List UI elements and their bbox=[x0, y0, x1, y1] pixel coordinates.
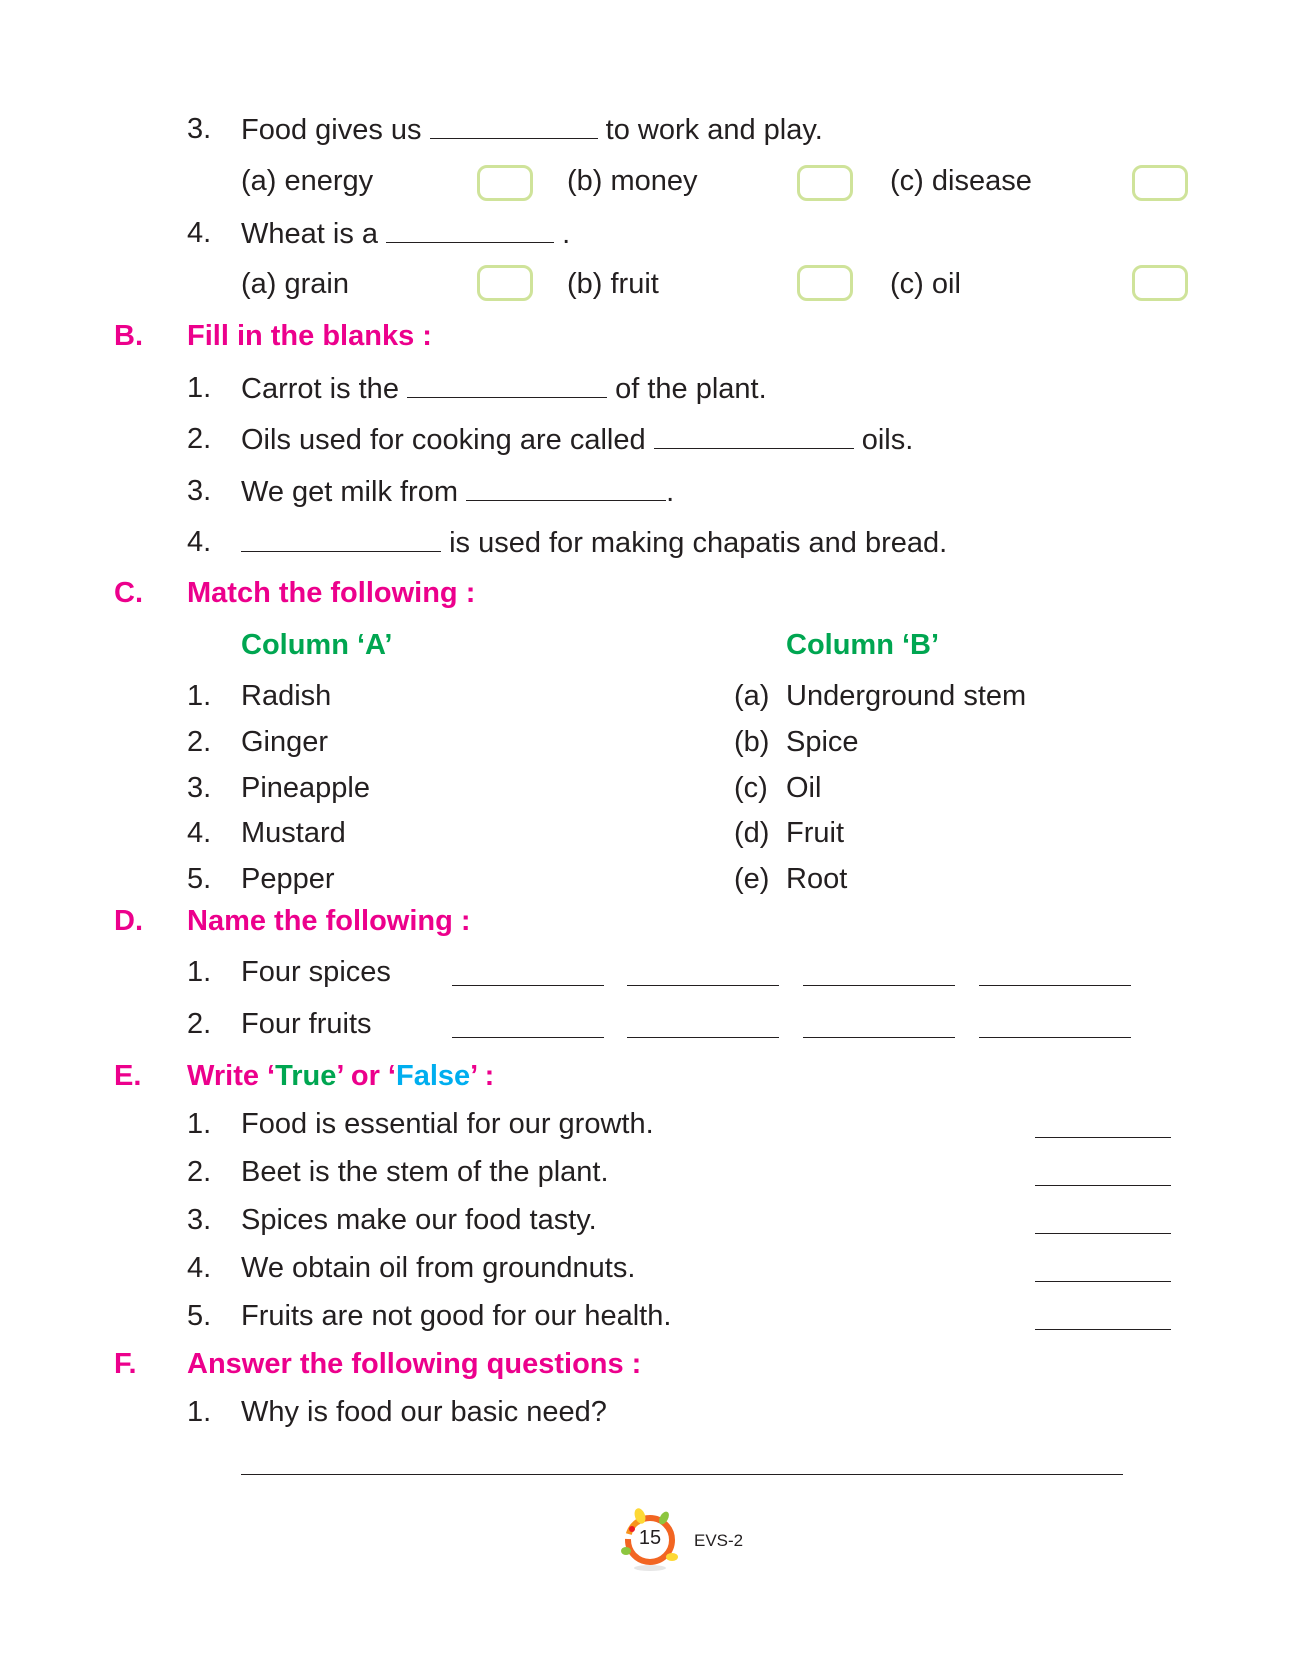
mcq-question-4: Wheat is a . bbox=[241, 218, 571, 250]
question-number: 5. bbox=[187, 1300, 212, 1332]
question-number: 2. bbox=[187, 1156, 212, 1188]
answer-line[interactable] bbox=[1035, 1281, 1171, 1282]
section-letter: B. bbox=[114, 320, 143, 352]
section-title: Match the following : bbox=[187, 577, 476, 609]
option-checkbox[interactable] bbox=[477, 265, 533, 301]
answer-line[interactable] bbox=[979, 985, 1131, 986]
true-false-item: We obtain oil from groundnuts. bbox=[241, 1252, 636, 1284]
match-left-item: Radish bbox=[241, 680, 332, 712]
match-right-item: Root bbox=[786, 863, 848, 895]
question-number: 1. bbox=[187, 372, 212, 404]
question-number: 3. bbox=[187, 1204, 212, 1236]
question-number: 4. bbox=[187, 526, 212, 558]
match-right-item: Fruit bbox=[786, 817, 844, 849]
question-number: 1. bbox=[187, 1396, 212, 1428]
true-word: True bbox=[275, 1060, 337, 1092]
answer-line[interactable] bbox=[803, 1037, 955, 1038]
answer-blank[interactable] bbox=[241, 525, 441, 552]
option-checkbox[interactable] bbox=[477, 165, 533, 201]
answer-line[interactable] bbox=[241, 1474, 1123, 1475]
question-number: 3. bbox=[187, 475, 212, 507]
answer-question: Why is food our basic need? bbox=[241, 1396, 607, 1428]
match-number: 4. bbox=[187, 817, 212, 849]
column-a-heading: Column ‘A’ bbox=[241, 629, 393, 661]
true-false-item: Beet is the stem of the plant. bbox=[241, 1156, 609, 1188]
true-false-item: Fruits are not good for our health. bbox=[241, 1300, 672, 1332]
answer-line[interactable] bbox=[627, 985, 779, 986]
mcq-option: (c) disease bbox=[890, 165, 1032, 197]
section-title: Fill in the blanks : bbox=[187, 320, 432, 352]
answer-line[interactable] bbox=[452, 985, 604, 986]
option-checkbox[interactable] bbox=[797, 165, 853, 201]
true-false-item: Spices make our food tasty. bbox=[241, 1204, 597, 1236]
answer-line[interactable] bbox=[1035, 1185, 1171, 1186]
book-code: EVS-2 bbox=[694, 1531, 744, 1550]
match-number: 3. bbox=[187, 772, 212, 804]
match-right-item: Underground stem bbox=[786, 680, 1027, 712]
match-number: 1. bbox=[187, 680, 212, 712]
page-number-badge bbox=[610, 1505, 690, 1575]
match-left-item: Pepper bbox=[241, 863, 335, 895]
fill-blank-item: Oils used for cooking are called oils. bbox=[241, 424, 914, 456]
answer-line[interactable] bbox=[979, 1037, 1131, 1038]
answer-blank[interactable] bbox=[407, 371, 607, 398]
answer-line[interactable] bbox=[1035, 1233, 1171, 1234]
page-number: 15 bbox=[638, 1527, 662, 1549]
match-right-item: Oil bbox=[786, 772, 822, 804]
answer-line[interactable] bbox=[1035, 1137, 1171, 1138]
mcq-option: (b) money bbox=[567, 165, 698, 197]
mcq-option: (b) fruit bbox=[567, 268, 659, 300]
answer-line[interactable] bbox=[1035, 1329, 1171, 1330]
option-checkbox[interactable] bbox=[1132, 165, 1188, 201]
name-item: Four spices bbox=[241, 956, 391, 988]
answer-line[interactable] bbox=[452, 1037, 604, 1038]
question-number: 2. bbox=[187, 423, 212, 455]
match-letter: (c) bbox=[734, 772, 768, 804]
section-letter: E. bbox=[114, 1060, 142, 1092]
match-letter: (b) bbox=[734, 726, 770, 758]
option-checkbox[interactable] bbox=[1132, 265, 1188, 301]
fill-blank-item: We get milk from . bbox=[241, 476, 675, 508]
answer-blank[interactable] bbox=[466, 474, 666, 501]
option-checkbox[interactable] bbox=[797, 265, 853, 301]
answer-line[interactable] bbox=[803, 985, 955, 986]
match-letter: (e) bbox=[734, 863, 770, 895]
section-letter: C. bbox=[114, 577, 143, 609]
section-letter: F. bbox=[114, 1348, 137, 1380]
name-item: Four fruits bbox=[241, 1008, 372, 1040]
question-number: 2. bbox=[187, 1008, 212, 1040]
match-number: 5. bbox=[187, 863, 212, 895]
answer-blank[interactable] bbox=[386, 216, 554, 243]
match-left-item: Mustard bbox=[241, 817, 346, 849]
answer-line[interactable] bbox=[627, 1037, 779, 1038]
match-number: 2. bbox=[187, 726, 212, 758]
question-number: 4. bbox=[187, 1252, 212, 1284]
section-title: Name the following : bbox=[187, 905, 471, 937]
match-left-item: Ginger bbox=[241, 726, 329, 758]
mcq-question-3: Food gives us to work and play. bbox=[241, 114, 823, 146]
section-letter: D. bbox=[114, 905, 143, 937]
question-number: 3. bbox=[187, 113, 212, 145]
section-title: Write ‘True’ or ‘False’ : bbox=[187, 1060, 495, 1092]
mcq-option: (c) oil bbox=[890, 268, 961, 300]
question-number: 4. bbox=[187, 217, 212, 249]
section-title: Answer the following questions : bbox=[187, 1348, 642, 1380]
answer-blank[interactable] bbox=[430, 112, 598, 139]
match-right-item: Spice bbox=[786, 726, 859, 758]
fill-blank-item: Carrot is the of the plant. bbox=[241, 373, 767, 405]
mcq-option: (a) grain bbox=[241, 268, 349, 300]
match-left-item: Pineapple bbox=[241, 772, 370, 804]
match-letter: (a) bbox=[734, 680, 770, 712]
match-letter: (d) bbox=[734, 817, 770, 849]
question-number: 1. bbox=[187, 1108, 212, 1140]
column-b-heading: Column ‘B’ bbox=[786, 629, 940, 661]
answer-blank[interactable] bbox=[654, 422, 854, 449]
mcq-option: (a) energy bbox=[241, 165, 374, 197]
question-number: 1. bbox=[187, 956, 212, 988]
false-word: False bbox=[395, 1060, 471, 1092]
true-false-item: Food is essential for our growth. bbox=[241, 1108, 654, 1140]
fill-blank-item: is used for making chapatis and bread. bbox=[241, 525, 947, 560]
